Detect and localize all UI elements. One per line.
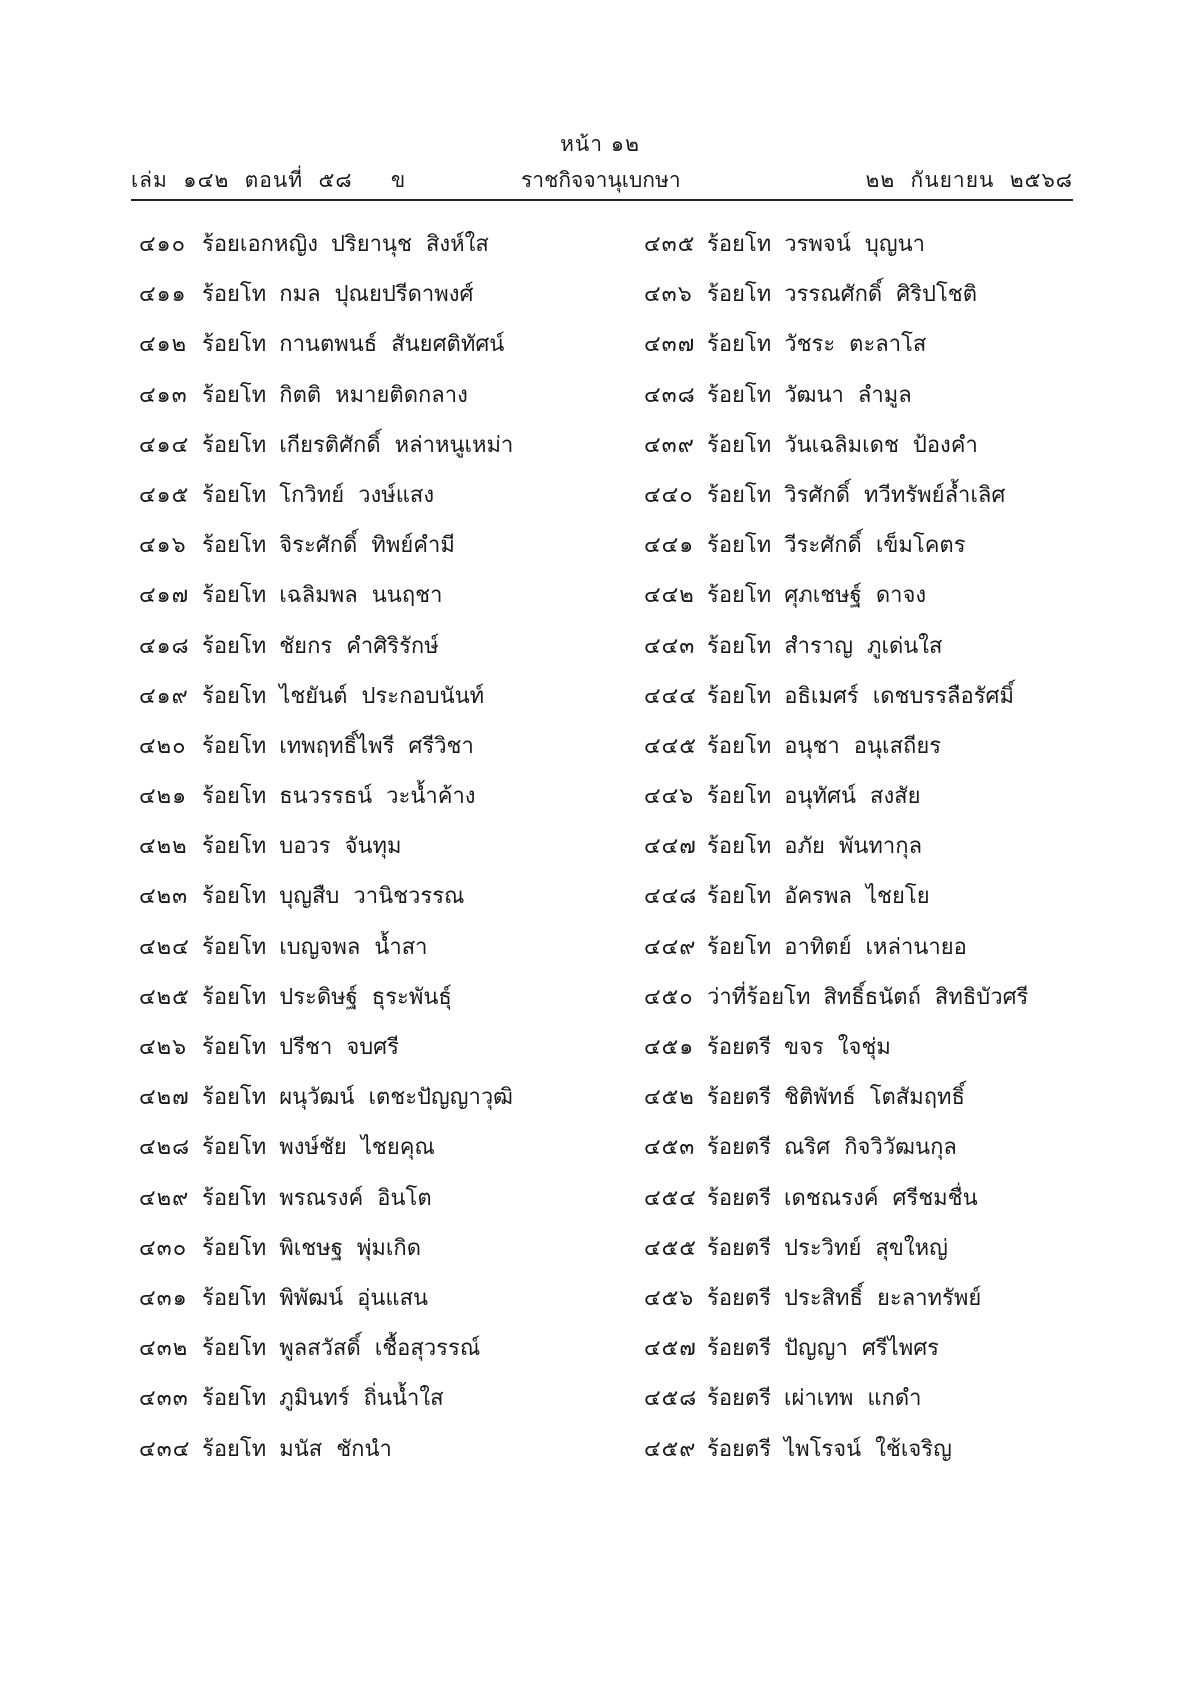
list-item — [644, 981, 1164, 1031]
entry-surname: สุขใหญ่ — [875, 1235, 948, 1261]
entry-surname: ประกอบนันท์ — [361, 683, 485, 709]
entry-number: ๔๑๓ — [139, 382, 188, 408]
entry-surname: ป้องคำ — [912, 432, 978, 458]
entry-given-name: พิเชษฐ — [279, 1235, 343, 1261]
entry-given-name: เผ่าเทพ — [784, 1386, 854, 1412]
entry-number: ๔๔๔ — [644, 683, 697, 709]
entry-surname: บุญนา — [864, 232, 925, 257]
list-item — [139, 278, 659, 328]
entry-given-name: เดชณรงค์ — [784, 1185, 879, 1211]
entry-given-name: วีระศักดิ์ — [784, 533, 862, 559]
entry-rank: ร้อยโท — [202, 784, 267, 810]
entry-rank: ร้อยโท — [202, 1436, 267, 1462]
entry-surname: โตสัมฤทธิ์ — [869, 1085, 965, 1111]
entry-given-name: กิตติ — [279, 382, 322, 408]
entry-number: ๔๓๐ — [139, 1235, 188, 1261]
entry-rank: ร้อยตรี — [707, 1336, 772, 1362]
entry-number: ๔๔๗ — [644, 834, 697, 860]
entry-number: ๔๒๙ — [139, 1185, 190, 1211]
entry-surname: ปุณยปรีดาพงศ์ — [334, 282, 474, 308]
entry-rank: ร้อยโท — [202, 934, 267, 960]
entry-number: ๔๔๕ — [644, 733, 697, 759]
entry-given-name: ประวิทย์ — [784, 1235, 862, 1261]
entry-surname: สิทธิบัวศรี — [934, 984, 1029, 1010]
entry-number: ๔๔๓ — [644, 633, 696, 659]
list-item — [644, 880, 1164, 930]
entry-given-name: ปรีชา — [279, 1035, 333, 1060]
entry-surname: ศรีชมชื่น — [892, 1185, 978, 1211]
entry-given-name: ณริศ — [784, 1135, 831, 1161]
entry-surname: เดชบรรลือรัศมิ์ — [872, 683, 1015, 709]
entry-rank: ร้อยตรี — [707, 1185, 772, 1211]
list-item — [139, 1131, 659, 1181]
entry-rank: ร้อยโท — [202, 332, 267, 358]
entry-rank: ร้อยเอกหญิง — [202, 232, 318, 257]
list-item — [139, 630, 659, 680]
entry-surname: ทิพย์คำมี — [371, 533, 455, 559]
list-item — [644, 429, 1164, 479]
entry-rank: ร้อยโท — [202, 1135, 267, 1161]
entry-number: ๔๑๖ — [139, 533, 187, 559]
entry-number: ๔๑๗ — [139, 583, 190, 609]
header-divider — [131, 199, 1073, 201]
entry-number: ๔๓๕ — [644, 232, 696, 257]
entry-rank: ร้อยโท — [202, 1235, 267, 1261]
entry-rank: ร้อยตรี — [707, 1035, 772, 1060]
entry-rank: ร้อยโท — [707, 382, 772, 408]
list-item — [139, 1332, 659, 1382]
entry-given-name: อนุชา — [784, 733, 840, 759]
entry-number: ๔๒๕ — [139, 984, 190, 1010]
entry-rank: ร้อยตรี — [707, 1235, 772, 1261]
list-item — [139, 880, 659, 930]
list-item — [139, 830, 659, 880]
entry-number: ๔๓๗ — [644, 332, 696, 358]
name-list-right — [644, 228, 1164, 1483]
entry-surname: ใช้เจริญ — [875, 1436, 952, 1462]
entry-number: ๔๕๑ — [644, 1035, 695, 1060]
publication-title: ราชกิจจานุเบกษา — [521, 168, 681, 192]
entry-given-name: พงษ์ชัย — [279, 1135, 347, 1161]
entry-given-name: เฉลิมพล — [279, 583, 358, 609]
entry-given-name: วิรศักดิ์ — [784, 482, 850, 508]
list-item — [644, 1282, 1164, 1332]
entry-given-name: ปริยานุช — [330, 232, 412, 257]
entry-given-name: สิทธิ์ธนัตถ์ — [823, 984, 921, 1010]
entry-given-name: จิระศักดิ์ — [279, 533, 358, 559]
entry-surname: อนุเสถียร — [853, 733, 942, 759]
list-item — [644, 1182, 1164, 1232]
entry-rank: ร้อยโท — [202, 884, 267, 910]
list-item — [139, 479, 659, 529]
entry-number: ๔๓๔ — [139, 1436, 191, 1462]
entry-surname: หมายติดกลาง — [335, 382, 468, 408]
entry-given-name: ผนุวัฒน์ — [279, 1085, 355, 1111]
entry-number: ๔๔๘ — [644, 884, 698, 910]
list-item — [644, 780, 1164, 830]
entry-given-name: สำราญ — [784, 633, 853, 659]
list-item — [644, 379, 1164, 429]
entry-number: ๔๒๘ — [139, 1135, 191, 1161]
entry-number: ๔๓๘ — [644, 382, 696, 408]
list-item — [644, 328, 1164, 378]
entry-rank: ร้อยโท — [707, 633, 772, 659]
entry-number: ๔๑๘ — [139, 633, 190, 659]
list-item — [644, 579, 1164, 629]
list-item — [644, 680, 1164, 730]
entry-rank: ร้อยโท — [202, 1085, 267, 1111]
entry-number: ๔๔๑ — [644, 533, 695, 559]
entry-number: ๔๓๒ — [139, 1336, 189, 1362]
entry-rank: ร้อยโท — [202, 683, 267, 709]
page-number: หน้า ๑๒ — [560, 132, 640, 156]
entry-surname: ดาจง — [875, 583, 927, 609]
entry-surname: ไชยโย — [865, 884, 930, 910]
entry-number: ๔๒๐ — [139, 733, 187, 759]
entry-surname: จันทุม — [344, 834, 402, 860]
entry-rank: ร้อยตรี — [707, 1436, 772, 1462]
entry-surname: เหล่านายอ — [865, 934, 967, 960]
entry-rank: ร้อยโท — [707, 533, 772, 559]
entry-given-name: มนัส — [279, 1436, 323, 1462]
entry-surname: เชื้อสุวรรณ์ — [374, 1336, 481, 1362]
entry-rank: ร้อยโท — [202, 1386, 267, 1412]
entry-surname: ศรีไพศร — [861, 1336, 939, 1362]
entry-given-name: ขจร — [784, 1035, 824, 1060]
entry-surname: ศรีวิชา — [408, 733, 474, 759]
entry-surname: แกดำ — [867, 1386, 922, 1412]
entry-rank: ร้อยโท — [202, 1336, 267, 1362]
entry-rank: ร้อยโท — [202, 1185, 267, 1211]
entry-given-name: เกียรติศักดิ์ — [279, 432, 381, 458]
list-item — [139, 1282, 659, 1332]
entry-rank: ร้อยโท — [707, 834, 772, 860]
list-item — [644, 1332, 1164, 1382]
list-item — [139, 780, 659, 830]
entry-given-name: กมล — [279, 282, 321, 308]
entry-number: ๔๑๙ — [139, 683, 189, 709]
entry-surname: น้ำสา — [374, 934, 428, 960]
entry-given-name: ศุภเชษฐ์ — [784, 583, 862, 609]
list-item — [139, 680, 659, 730]
running-header — [131, 164, 1073, 196]
entry-rank: ร้อยโท — [202, 834, 267, 860]
entry-surname: ถิ่นน้ำใส — [363, 1386, 444, 1412]
list-item — [139, 981, 659, 1031]
entry-surname: วงษ์แสง — [358, 482, 435, 508]
list-item — [644, 1382, 1164, 1432]
name-list-left — [139, 228, 659, 1483]
entry-given-name: วัชระ — [784, 332, 836, 358]
entry-rank: ร้อยตรี — [707, 1285, 772, 1311]
entry-surname: กิจวิวัฒนกุล — [844, 1135, 957, 1161]
entry-surname: คำศิริรักษ์ — [346, 633, 439, 659]
list-item — [644, 1232, 1164, 1282]
list-item — [139, 1081, 659, 1131]
entry-number: ๔๑๕ — [139, 482, 190, 508]
list-item — [139, 1232, 659, 1282]
entry-rank: ร้อยโท — [202, 432, 267, 458]
entry-rank: ว่าที่ร้อยโท — [707, 984, 811, 1010]
entry-given-name: บอวร — [279, 834, 331, 860]
entry-surname: เตชะปัญญาวุฒิ — [368, 1085, 514, 1111]
entry-number: ๔๒๑ — [139, 784, 188, 810]
entry-given-name: พิพัฒน์ — [279, 1285, 344, 1311]
entry-number: ๔๓๖ — [644, 282, 693, 308]
entry-surname: อุ่นแสน — [357, 1285, 429, 1311]
entry-surname: ภูเด่นใส — [866, 633, 943, 659]
entry-rank: ร้อยโท — [707, 733, 772, 759]
entry-number: ๔๑๑ — [139, 282, 187, 308]
entry-number: ๔๕๒ — [644, 1085, 695, 1111]
entry-given-name: บุญสืบ — [279, 884, 340, 910]
entry-number: ๔๕๓ — [644, 1135, 696, 1161]
entry-surname: สิงห์ใส — [425, 232, 489, 257]
entry-rank: ร้อยโท — [202, 733, 267, 759]
list-item — [139, 529, 659, 579]
list-item — [644, 479, 1164, 529]
entry-number: ๔๒๗ — [139, 1085, 190, 1111]
entry-surname: อินโต — [377, 1185, 432, 1211]
entry-given-name: เบญจพล — [279, 934, 361, 960]
entry-rank: ร้อยโท — [707, 784, 772, 810]
entry-number: ๔๕๖ — [644, 1285, 695, 1311]
entry-number: ๔๔๖ — [644, 784, 695, 810]
entry-surname: ใจชุ่ม — [837, 1035, 891, 1060]
entry-rank: ร้อยโท — [707, 282, 772, 308]
entry-given-name: อนุทัศน์ — [784, 784, 857, 810]
entry-number: ๔๒๓ — [139, 884, 189, 910]
entry-number: ๔๔๐ — [644, 482, 694, 508]
list-item — [644, 228, 1164, 278]
entry-rank: ร้อยโท — [202, 382, 267, 408]
entry-rank: ร้อยโท — [202, 1035, 267, 1060]
list-item — [644, 1433, 1164, 1483]
entry-surname: ชักนำ — [336, 1436, 392, 1462]
list-item — [139, 1382, 659, 1432]
entry-given-name: ภูมินทร์ — [279, 1386, 350, 1412]
entry-rank: ร้อยโท — [202, 282, 267, 308]
entry-number: ๔๕๕ — [644, 1235, 697, 1261]
entry-rank: ร้อยโท — [707, 884, 772, 910]
entry-rank: ร้อยตรี — [707, 1085, 772, 1111]
entry-rank: ร้อยโท — [202, 984, 267, 1010]
entry-rank: ร้อยตรี — [707, 1135, 772, 1161]
entry-rank: ร้อยโท — [707, 332, 772, 358]
entry-given-name: พรณรงค์ — [279, 1185, 364, 1211]
entry-rank: ร้อยโท — [707, 232, 772, 257]
entry-surname: ยะลาทรัพย์ — [877, 1285, 982, 1311]
entry-given-name: เทพฤทธิ์ไพรี — [279, 733, 395, 759]
list-item — [644, 630, 1164, 680]
list-item — [644, 830, 1164, 880]
list-item — [644, 529, 1164, 579]
entry-surname: ไชยคุณ — [360, 1135, 435, 1161]
entry-given-name: วรพจน์ — [784, 232, 851, 257]
entry-surname: ตะลาโส — [849, 332, 927, 358]
entry-number: ๔๕๐ — [644, 984, 694, 1010]
entry-number: ๔๓๓ — [139, 1386, 189, 1412]
list-item — [139, 1182, 659, 1232]
volume-issue: เล่ม ๑๔๒ ตอนที่ ๕๘ ข — [131, 168, 407, 192]
entry-surname: สงสัย — [870, 784, 921, 810]
list-item — [644, 278, 1164, 328]
list-item — [139, 931, 659, 981]
entry-given-name: อัครพล — [784, 884, 852, 910]
entry-rank: ร้อยโท — [202, 633, 267, 659]
entry-given-name: วรรณศักดิ์ — [784, 282, 883, 308]
list-item — [644, 730, 1164, 780]
entry-surname: สันยศติทัศน์ — [391, 332, 505, 358]
entry-given-name: ไพโรจน์ — [784, 1436, 862, 1462]
entry-number: ๔๓๑ — [139, 1285, 188, 1311]
entry-number: ๔๑๔ — [139, 432, 190, 458]
entry-surname: นนฤชา — [371, 583, 443, 609]
entry-surname: พุ่มเกิด — [356, 1235, 421, 1261]
entry-number: ๔๒๒ — [139, 834, 188, 860]
entry-rank: ร้อยโท — [202, 482, 267, 508]
list-item — [139, 328, 659, 378]
entry-surname: วานิชวรรณ — [353, 884, 465, 910]
list-item — [139, 429, 659, 479]
entry-rank: ร้อยโท — [202, 533, 267, 559]
entry-given-name: วันเฉลิมเดช — [784, 432, 899, 458]
entry-surname: หล่าหนูเหม่า — [394, 432, 514, 458]
entry-given-name: อภัย — [784, 834, 825, 860]
entry-rank: ร้อยโท — [707, 583, 772, 609]
entry-given-name: อธิเมศร์ — [784, 683, 859, 709]
list-item — [139, 1433, 659, 1483]
entry-number: ๔๕๙ — [644, 1436, 697, 1462]
list-item — [139, 579, 659, 629]
entry-surname: ธุระพันธุ์ — [371, 984, 452, 1010]
entry-given-name: ชิติพัทธ์ — [784, 1085, 856, 1111]
entry-number: ๔๔๙ — [644, 934, 697, 960]
entry-surname: พันทากุล — [838, 834, 923, 860]
entry-number: ๔๕๘ — [644, 1386, 698, 1412]
entry-surname: ศิริปโชติ — [896, 282, 977, 308]
entry-given-name: ปัญญา — [784, 1336, 848, 1362]
list-item — [644, 931, 1164, 981]
entry-surname: จบศรี — [346, 1035, 399, 1060]
entry-given-name: ไชยันต์ — [279, 683, 348, 709]
entry-number: ๔๕๗ — [644, 1336, 697, 1362]
entry-rank: ร้อยโท — [202, 583, 267, 609]
list-item — [139, 730, 659, 780]
entry-number: ๔๑๒ — [139, 332, 188, 358]
publication-date: ๒๒ กันยายน ๒๕๖๘ — [865, 168, 1073, 192]
entry-surname: วะน้ำค้าง — [386, 784, 476, 810]
entry-number: ๔๕๔ — [644, 1185, 697, 1211]
list-item — [139, 1031, 659, 1081]
list-item — [644, 1131, 1164, 1181]
entry-given-name: กานตพนธ์ — [279, 332, 378, 358]
entry-rank: ร้อยโท — [707, 934, 772, 960]
entry-given-name: วัฒนา — [784, 382, 844, 408]
entry-rank: ร้อยโท — [707, 482, 772, 508]
list-item — [139, 379, 659, 429]
entry-number: ๔๑๐ — [139, 232, 187, 257]
entry-given-name: ประสิทธิ์ — [784, 1285, 863, 1311]
list-item — [644, 1031, 1164, 1081]
entry-given-name: ชัยกร — [279, 633, 333, 659]
entry-rank: ร้อยตรี — [707, 1386, 772, 1412]
entry-given-name: พูลสวัสดิ์ — [279, 1336, 361, 1362]
entry-number: ๔๔๒ — [644, 583, 695, 609]
entry-given-name: ธนวรรธน์ — [279, 784, 373, 810]
entry-given-name: อาทิตย์ — [784, 934, 852, 960]
entry-surname: ลำมูล — [857, 382, 912, 408]
entry-number: ๔๒๔ — [139, 934, 190, 960]
entry-surname: เข็มโคตร — [875, 533, 966, 559]
entry-rank: ร้อยโท — [707, 683, 772, 709]
entry-number: ๔๓๙ — [644, 432, 695, 458]
entry-surname: ทวีทรัพย์ล้ำเลิศ — [864, 482, 1006, 508]
entry-rank: ร้อยโท — [202, 1285, 267, 1311]
entry-rank: ร้อยโท — [707, 432, 772, 458]
entry-given-name: โกวิทย์ — [279, 482, 345, 508]
list-item — [644, 1081, 1164, 1131]
entry-number: ๔๒๖ — [139, 1035, 188, 1060]
list-item — [139, 228, 659, 278]
entry-given-name: ประดิษฐ์ — [279, 984, 358, 1010]
